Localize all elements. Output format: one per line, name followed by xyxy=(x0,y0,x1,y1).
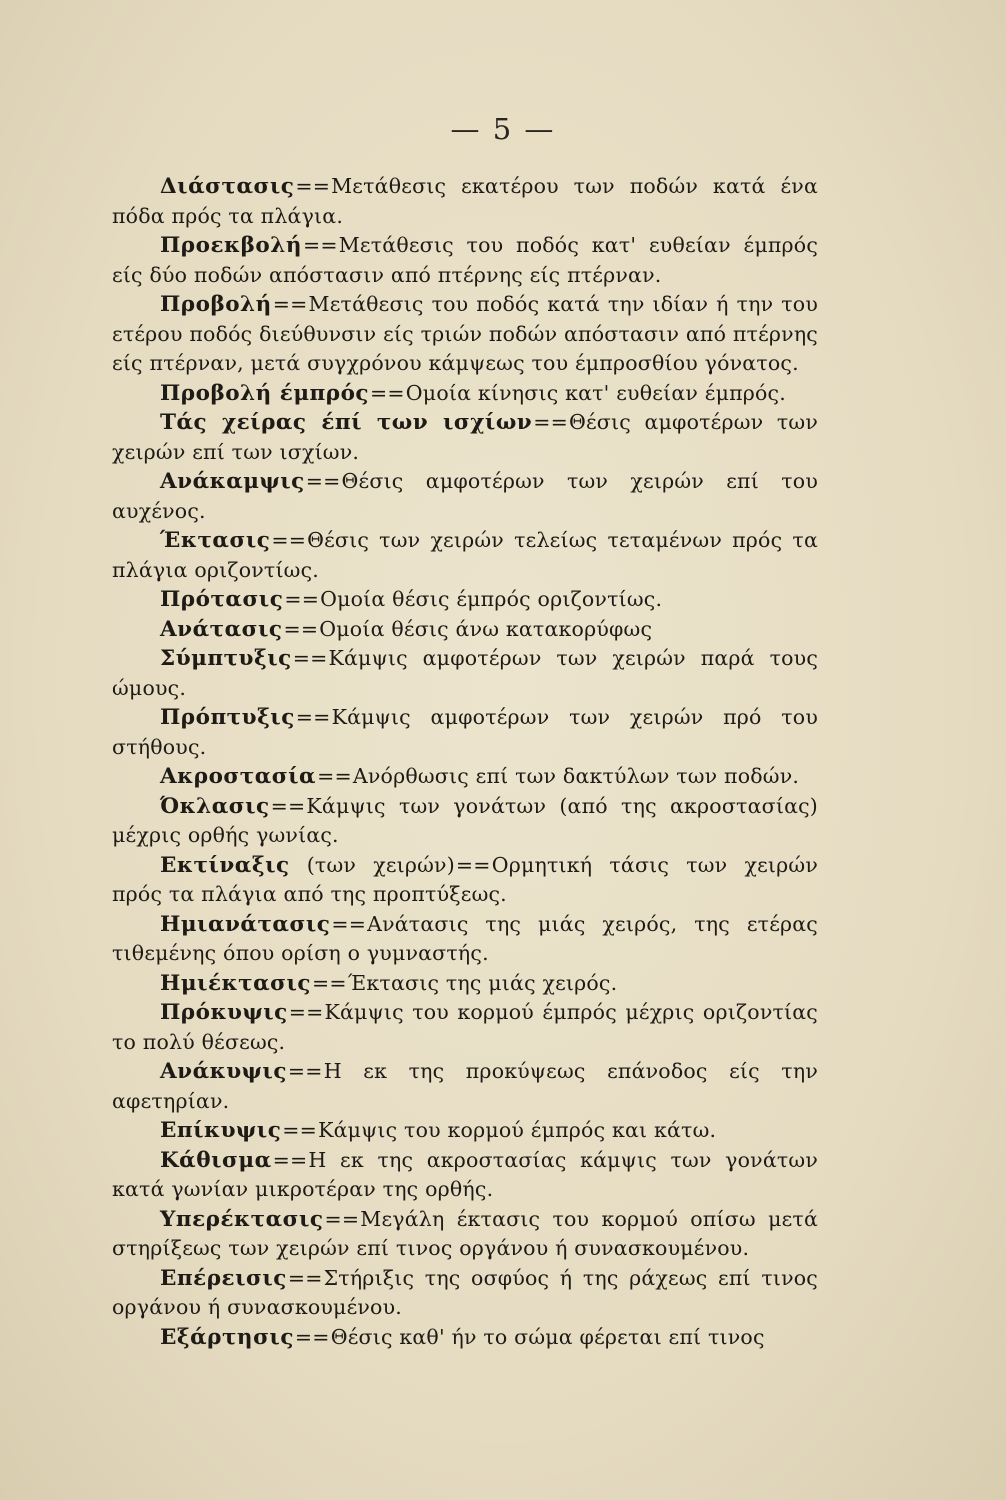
glossary-entry xyxy=(112,290,818,379)
entry-definition: Ορμητική τάσις των χειρών πρός τα πλάγια από της προπτύξεως. xyxy=(112,852,819,906)
entry-separator: == xyxy=(302,233,338,257)
entry-term: Κάθισμα xyxy=(160,1147,272,1173)
entry-separator: == xyxy=(370,380,405,405)
entry-term: Εκτίναξις xyxy=(160,852,290,878)
entry-term: Τάς χείρας έπί των ισχίων xyxy=(160,410,533,435)
entry-definition: Η εκ της ακροστασίας κάμψις των γονάτων κατά γωνίαν μικροτέραν της ορθής. xyxy=(112,1147,818,1201)
entry-term: Επίκυψις xyxy=(160,1118,282,1143)
entry-separator: == xyxy=(292,646,328,670)
entry-term: Διάστασις xyxy=(160,174,295,199)
entry-term: Πρόπτυξις xyxy=(160,705,295,730)
glossary-entry xyxy=(112,1205,818,1264)
entry-definition: Μετάθεσις εκατέρου των ποδών κατά ένα πόδα πρός τα πλάγια. xyxy=(112,174,818,228)
entry-term: Επέρεισις xyxy=(160,1265,287,1291)
entry-term: Όκλασις xyxy=(160,793,270,819)
glossary-entry xyxy=(112,762,818,792)
entry-separator: == xyxy=(533,410,568,434)
entry-separator: == xyxy=(305,469,341,493)
glossary-entry xyxy=(112,1323,818,1353)
entry-separator: == xyxy=(295,174,331,198)
glossary-entry xyxy=(112,1116,818,1146)
entry-definition: Ομοία θέσις έμπρός οριζοντίως. xyxy=(320,587,663,611)
entry-term: Έκτασις xyxy=(160,528,271,553)
glossary-entry xyxy=(112,526,818,585)
entry-term: Ημιέκτασις xyxy=(160,970,311,996)
entry-definition: Ανάτασις της μιάς χειρός, της ετέρας τιθεμένης όπου ορίση ο γυμναστής. xyxy=(112,911,818,965)
entry-term: Προεκβολή xyxy=(160,233,302,258)
glossary-entry xyxy=(112,467,818,526)
entry-separator: == xyxy=(455,852,491,877)
entry-separator: == xyxy=(283,616,319,641)
entry-term: Ανάκαμψις xyxy=(160,469,305,494)
entry-separator: == xyxy=(272,1147,308,1172)
entry-term: Προβολή xyxy=(160,292,272,317)
entry-separator: == xyxy=(270,793,306,818)
entry-term: Ημιανάτασις xyxy=(160,911,331,937)
entry-definition: Ανόρθωσις επί των δακτύλων των ποδών. xyxy=(352,764,800,788)
entry-definition: Ομοία θέσις άνω κατακορύφως xyxy=(319,616,653,641)
page-number: — 5 — xyxy=(450,112,556,146)
entry-term: Ανάκυψις xyxy=(160,1059,287,1084)
glossary-list xyxy=(112,172,818,1352)
glossary-entry xyxy=(112,792,818,851)
glossary-entry xyxy=(112,1146,818,1205)
entry-definition: Κάμψις αμφοτέρων των χειρών παρά τους ώμους. xyxy=(112,646,818,700)
glossary-entry xyxy=(112,585,818,615)
entry-term: Υπερέκτασις xyxy=(160,1206,324,1232)
glossary-entry xyxy=(112,851,818,910)
entry-separator: == xyxy=(317,764,352,788)
entry-definition: Θέσις αμφοτέρων των χειρών επί του αυχένος. xyxy=(112,469,818,523)
entry-definition: Κάμψις αμφοτέρων των χειρών πρό του στήθους. xyxy=(112,705,818,759)
entry-definition: Θέσις καθ' ήν το σώμα φέρεται επί τινος xyxy=(330,1324,765,1349)
entry-separator: == xyxy=(294,1324,330,1349)
glossary-entry xyxy=(112,910,818,969)
entry-definition: Κάμψις του κορμού έμπρός και κάτω. xyxy=(318,1118,717,1142)
entry-term: Σύμπτυξις xyxy=(160,646,292,671)
glossary-entry xyxy=(112,1264,818,1323)
entry-definition: Μεγάλη έκτασις του κορμού οπίσω μετά στηρίξεως των χειρών επί τινος οργάνου ή συνασκουμένου. xyxy=(112,1206,818,1260)
glossary-entry xyxy=(112,644,818,703)
entry-separator: == xyxy=(271,528,307,552)
entry-term: Ακροστασία xyxy=(160,764,317,789)
entry-definition: Θέσις αμφοτέρων των χειρών επί των ισχίων. xyxy=(112,410,818,464)
entry-definition: Κάμψις του κορμού έμπρός μέχρις οριζοντίας το πολύ θέσεως. xyxy=(112,1000,818,1054)
entry-term: Πρότασις xyxy=(160,587,284,612)
glossary-entry xyxy=(112,231,818,290)
entry-definition: Μετάθεσις του ποδός κατά την ιδίαν ή την του ετέρου ποδός διεύθυνσιν είς τριών ποδών απόστασιν από πτέρνης είς πτέρναν, μετά συγχρόνου κάμψεως του έμπροσθίου γόνατος. xyxy=(112,292,818,375)
entry-term: Προβολή έμπρός xyxy=(160,380,370,406)
entry-definition: Ομοία κίνησις κατ' ευθείαν έμπρός. xyxy=(405,380,786,405)
entry-definition: Η εκ της προκύψεως επάνοδος είς την αφετηρίαν. xyxy=(112,1059,818,1113)
entry-definition: Μετάθεσις του ποδός κατ' ευθείαν έμπρός είς δύο ποδών απόστασιν από πτέρνης είς πτέρναν. xyxy=(112,233,818,287)
entry-separator: == xyxy=(324,1206,360,1231)
entry-separator: == xyxy=(282,1118,318,1142)
entry-separator: == xyxy=(295,705,331,729)
glossary-entry xyxy=(112,408,818,467)
entry-separator: == xyxy=(287,1059,323,1083)
entry-term: Εξάρτησις xyxy=(160,1324,294,1350)
entry-definition: Κάμψις των γονάτων (από της ακροστασίας) μέχρις ορθής γωνίας. xyxy=(112,793,818,847)
entry-definition: Θέσις των χειρών τελείως τεταμένων πρός τα πλάγια οριζοντίως. xyxy=(112,528,818,582)
entry-separator: == xyxy=(312,970,347,995)
entry-separator: == xyxy=(288,1000,324,1024)
glossary-entry xyxy=(112,703,818,762)
entry-term: Ανάτασις xyxy=(160,616,283,642)
entry-qualifier: (των χειρών) xyxy=(306,852,455,877)
glossary-entry xyxy=(112,998,818,1057)
entry-term: Πρόκυψις xyxy=(160,1000,288,1025)
entry-definition: Έκτασις της μιάς χειρός. xyxy=(347,970,618,995)
entry-definition: Στήριξις της οσφύος ή της ράχεως επί τινος οργάνου ή συνασκουμένου. xyxy=(112,1265,818,1319)
glossary-entry xyxy=(112,379,818,409)
entry-separator: == xyxy=(272,292,308,316)
glossary-entry xyxy=(112,969,818,999)
glossary-entry xyxy=(112,615,818,645)
entry-separator: == xyxy=(331,911,367,936)
glossary-entry xyxy=(112,1057,818,1116)
entry-separator: == xyxy=(287,1265,323,1290)
entry-separator: == xyxy=(284,587,320,611)
glossary-entry xyxy=(112,172,818,231)
